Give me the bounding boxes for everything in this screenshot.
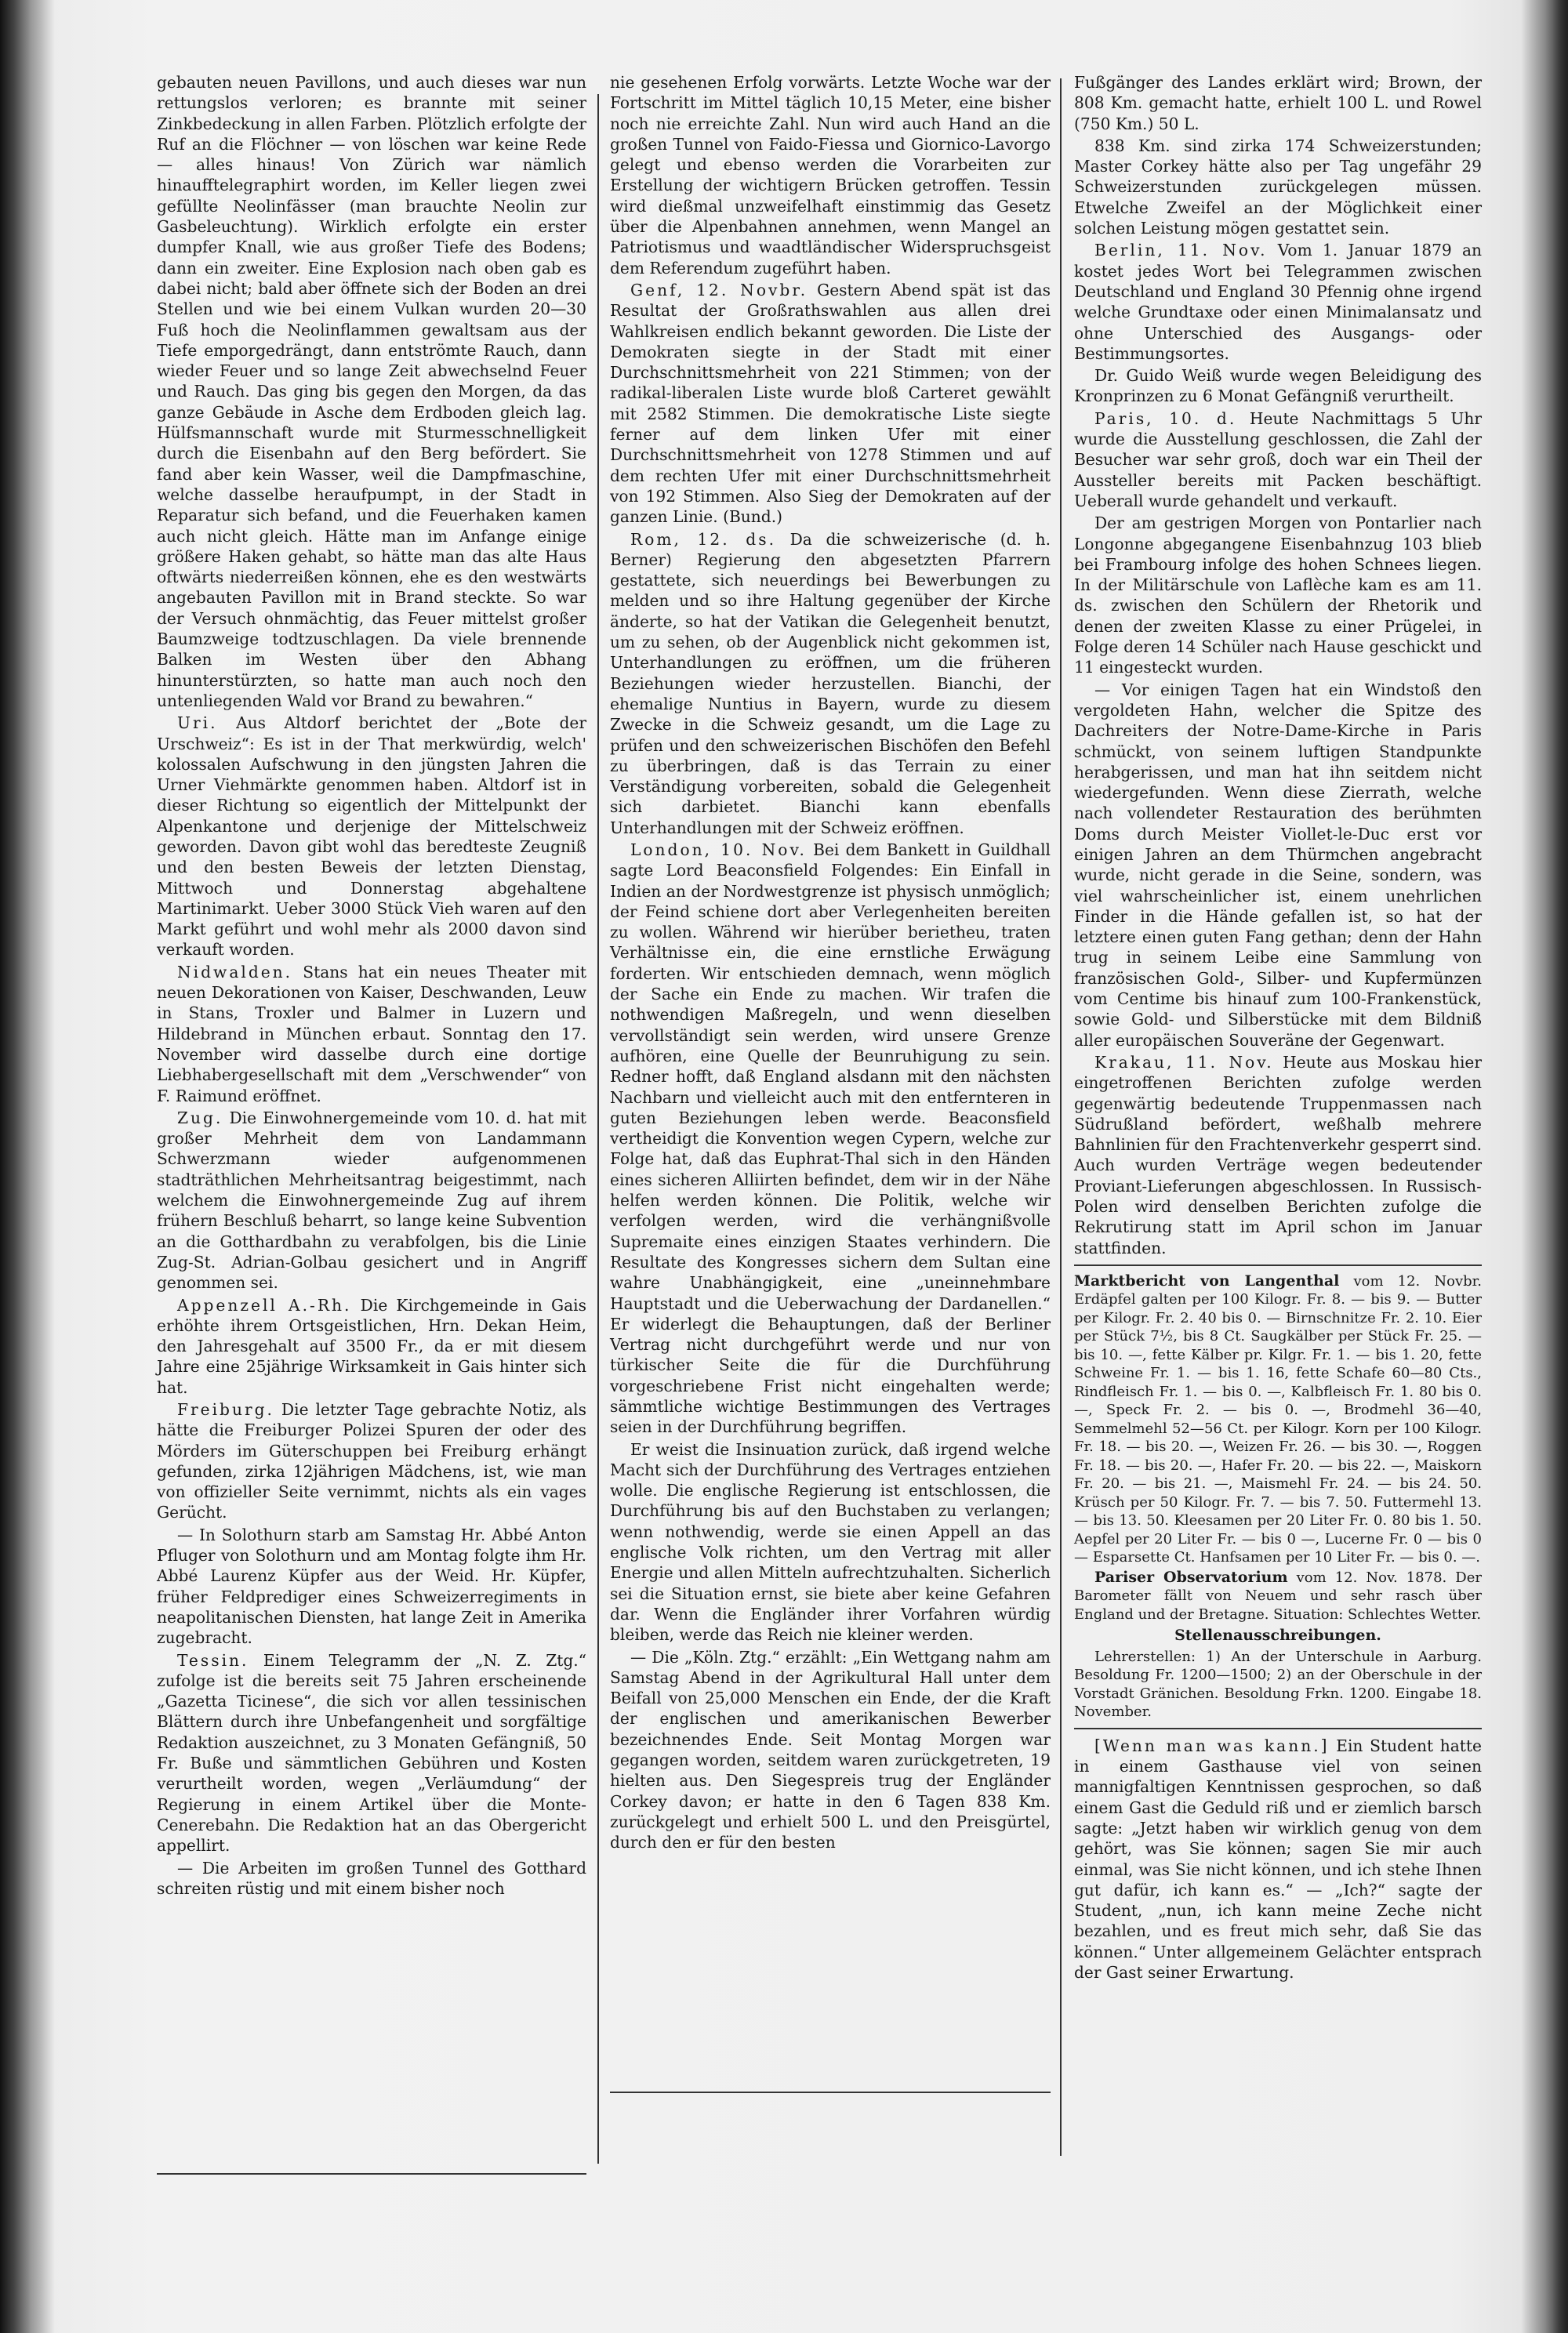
column-1-end-rule: [157, 2173, 586, 2175]
article-dateline: Appenzell A.-Rh.: [177, 1295, 352, 1315]
article-paragraph: [157, 1108, 586, 1293]
market-report-date: vom 12. Novbr.: [1353, 1272, 1482, 1290]
column-divider-1: [597, 94, 599, 2164]
page-edge-shadow: [1521, 0, 1568, 2333]
article-text: Dr. Guido Weiß wurde wegen Beleidigung des Kronprinzen zu 6 Monat Gefängniß verurtheilt.: [1074, 366, 1482, 406]
article-paragraph: [610, 840, 1051, 1438]
page-binding-shadow: [0, 0, 55, 2333]
article-dateline: Paris, 10. d.: [1094, 408, 1237, 428]
column-divider-2: [1060, 78, 1062, 2156]
section-separator: [1074, 1264, 1482, 1266]
article-dateline: Rom, 12. ds.: [630, 529, 776, 549]
anecdote-text: Ein Student hatte in einem Gasthause viel von seinen mannigfaltigen Kenntnissen gesprochen, so daß einem Gast die Geduld riß und er ziemlich barsch sagte: „Jetzt haben wir wirklich genug von dem gehört, was Sie können; sagen Sie mir auch einmal, was Sie nicht können, und ich stehe Ihnen gut dafür, ich kann es.“ — „Ich?“ sagte der Student, „nun, ich kann meine Zeche nicht bezahlen, und es freut mich sehr, daß Sie das können.“ Unter allgemeinem Gelächter entsprach der Gast seiner Erwartung.: [1074, 1736, 1482, 1982]
article-paragraph: [1074, 680, 1482, 1050]
observatory-title: Pariser Observatorium: [1094, 1568, 1288, 1586]
article-paragraph: [157, 1399, 586, 1523]
article-text: Da die schweizerische (d. h. Berner) Regierung den abgesetzten Pfarrern gestattete, sich neuerdings bei Bewerbungen zu melden und so ihre Haltung gegenüber der Kirche änderte, so hat der Vatikan die Gelegenheit benutzt, um zu sehen, ob der Augenblick nicht gekommen ist, Unterhandlungen zu eröffnen, um die früheren Beziehungen wieder herzustellen. Bianchi, der ehemalige Nuntius in Bayern, wurde zu diesem Zwecke in die Schweiz gesandt, um die Lage zu prüfen und den schweizerischen Bischöfen den Befehl zu überbringen, daß is das Terrain zu einer Verständigung vorbereiten, sobald die Gelegenheit sich darbietet. Bianchi kann ebenfalls Unterhandlungen mit der Schweiz eröffnen.: [610, 529, 1051, 837]
jobs-title: Stellenausschreibungen.: [1174, 1627, 1381, 1645]
observatory-report: [1074, 1569, 1482, 1624]
market-report-text: Erdäpfel galten per 100 Kilogr. Fr. 8. — bis 9. — Butter per Kilogr. Fr. 2. 40 bis 0. — Birnschnitze Fr. 2. 10. Eier per Stück 7½, bis 8 Ct. Saugkälber per Stück Fr. 25. — bis 10. —, fette Kälber pr. Kilgr. Fr. 1. — bis 1. 20, fette Schweine Fr. 1. — bis 1. 16, fette Schafe 60—80 Cts., Rindfleisch Fr. 1. — bis 0. —, Kalbfleisch Fr. 1. 80 bis 0. —, Speck Fr. 2. — bis 0. —, Brodmehl 36—40, Semmelmehl 52—56 Ct. per Kilogr. Korn per 100 Kilogr. Fr. 18. — bis 20. —, Weizen Fr. 26. — bis 30. —, Roggen Fr. 18. — bis 20. —, Hafer Fr. 20. — bis 22. —, Maiskorn Fr. 20. — bis 21. —, Maismehl Fr. 24. — bis 24. 50. Krüsch per 50 Kilogr. Fr. 7. — bis 7. 50. Futtermehl 13. — bis 13. 50. Kleesamen per 20 Liter Fr. 0. 80 bis 1. 50. Aepfel per 20 Liter Fr. — bis 0 —, Lucerne Fr. 0 — bis 0 — Esparsette Ct. Hanfsamen per 10 Liter Fr. — bis 0. —.: [1074, 1291, 1482, 1566]
jobs-text: Lehrerstellen: 1) An der Unterschule in Aarburg. Besoldung Fr. 1200—1500; 2) an der Oberschule in der Vorstadt Gränichen. Besoldung Frkn. 1200. Eingabe 18. November.: [1074, 1648, 1482, 1721]
article-text: Fußgänger des Landes erklärt wird; Brown, der 808 Km. gemacht hatte, erhielt 100 L. und Rowel (750 Km.) 50 L.: [1074, 73, 1482, 133]
article-text: 838 Km. sind zirka 174 Schweizerstunden; Master Corkey hätte also per Tag ungefähr 29 Schweizerstunden zurückgelegen müssen. Etwelche Zweifel an der Möglichkeit einer solchen Leistung mögen gestattet sein.: [1074, 136, 1482, 238]
article-paragraph: [157, 72, 586, 711]
article-paragraph: [157, 1295, 586, 1398]
article-paragraph: [157, 1525, 586, 1649]
article-text: Bei dem Bankett in Guildhall sagte Lord Beaconsfield Folgendes: Ein Einfall in Indien an der Nordwestgrenze ist physisch unmöglich; der Feind schiene dort aber Verlegenheiten bereiten zu wollen. Während wir hierüber berietheu, traten Verhältnisse ein, die eine ernstliche Erwägung forderten. Wir entschieden demnach, wenn möglich der Sache ein Ende zu machen. Wir trafen die nothwendigen Maßregeln, und wenn dieselben vervollständigt sein werden, wird unsere Grenze aufhören, eine Quelle der Beunruhigung zu sein. Redner hofft, daß England alsdann mit den nächsten Nachbarn und vielleicht auch mit den entfernteren in guten Beziehungen leben werde. Beaconsfield vertheidigt die Konvention wegen Cypern, welche zur Folge hat, daß das Euphrat-Thal sich in den Händen eines sicheren Alliirten befindet, dem wir in der Nähe helfen werden können. Die Politik, welche wir verfolgen werden, wird die verhängnißvolle Supremaite eines einzigen Staates verhindern. Die Resultate des Kongresses sichern dem Sultan eine wahre Unabhängigkeit, eine „uneinnehmbare Hauptstadt und die Ueberwachung der Dardanellen.“ Er widerlegt die Behauptungen, daß der Berliner Vertrag nicht durchgeführt werde und nur von türkischer Seite die für die Durchführung vorgeschriebene Frist nicht eingehalten werde; sämmtliche wichtige Bestimmungen des Vertrages seien in der Durchführung begriffen.: [610, 840, 1051, 1437]
article-text: Einem Telegramm der „N. Z. Ztg.“ zufolge ist die bereits seit 75 Jahren erscheinende „Gazetta Ticinese“, die sich vor allen tessinischen Blättern durch ihre Unbefangenheit und sorgfältige Redaktion auszeichnet, zu 3 Monaten Gefängniß, 50 Fr. Buße und sämmtlichen Gebühren und Kosten verurtheilt worden, wegen „Verläumdung“ der Regierung in einem Artikel über die Monte-Cenerebahn. Die Redaktion hat an das Obergericht appellirt.: [157, 1650, 587, 1856]
article-text: Stans hat ein neues Theater mit neuen Dekorationen von Kaiser, Deschwanden, Leuw in Stans, Troxler und Balmer in Luzern und Hildebrand in München erbaut. Sonntag den 17. November wird dasselbe durch eine dortige Liebhabergesellschaft mit dem „Verschwender“ von F. Raimund eröffnet.: [157, 962, 587, 1105]
column-2-end-rule: [610, 2092, 1051, 2093]
column-1: [157, 72, 586, 1900]
anecdote: [1074, 1736, 1482, 1983]
article-dateline: London, 10. Nov.: [630, 840, 807, 859]
article-paragraph: [157, 713, 586, 960]
anecdote-title: [Wenn man was kann.]: [1094, 1736, 1330, 1755]
article-paragraph: [610, 1439, 1051, 1645]
article-dateline: Uri.: [177, 713, 218, 733]
section-separator: [1074, 1728, 1482, 1729]
article-text: Die letzter Tage gebrachte Notiz, als hätte die Freiburger Polizei Spuren der oder des Mörders im Güterschuppen bei Freiburg erhängt gefunden, zirka 12jährigen Mädchens, ist, wie man von offizieller Seite vernimmt, nichts als ein vages Gerücht.: [157, 1400, 586, 1522]
article-paragraph: [1074, 513, 1482, 677]
article-paragraph: [157, 1650, 586, 1856]
article-dateline: Genf, 12. Novbr.: [630, 280, 808, 299]
article-paragraph: [610, 529, 1051, 838]
article-paragraph: [610, 1647, 1051, 1853]
market-report: [1074, 1272, 1482, 1567]
article-paragraph: [1074, 240, 1482, 364]
article-dateline: Zug.: [177, 1108, 223, 1127]
article-dateline: Krakau, 11. Nov.: [1094, 1052, 1274, 1072]
article-text: Aus Altdorf berichtet der „Bote der Urschweiz“: Es ist in der That merkwürdig, welch' kolossalen Aufschwung in den jüngsten Jahren die Urner Viehmärkte genommen haben. Altdorf ist in dieser Richtung so eigentlich der Mittelpunkt der Alpenkantone und derjenige der Mittelschweiz geworden. Davon gibt wohl das beredteste Zeugniß und den besten Beweis der letzten Dienstag, Mittwoch und Donnerstag abgehaltene Martinimarkt. Ueber 3000 Stück Vieh waren auf den Markt geführt und wohl mehr als 2000 davon sind verkauft worden.: [157, 713, 586, 960]
article-text: nie gesehenen Erfolg vorwärts. Letzte Woche war der Fortschritt im Mittel täglich 10,15 Meter, eine bisher noch nie erreichte Zahl. Nun wird auch Hand an die großen Tunnel von Faido-Fiessa und Giornico-Lavorgo gelegt und ebenso werden die Vorarbeiten zur Erstellung der wichtigern Brücken getroffen. Tessin wird dießmal unzweifelhaft einstimmig das Gesetz über die Alpenbahnen annehmen, wenn Mangel an Patriotismus und waadtländischer Widerspruchsgeist dem Referendum zugeführt haben.: [610, 73, 1051, 278]
article-text: Heute aus Moskau hier eingetroffenen Berichten zufolge werden gegenwärtig bedeutende Truppenmassen nach Südrußland befördert, weßhalb mehrere Bahnlinien für den Frachtenverkehr gesperrt sind. Auch wurden Verträge wegen bedeutender Proviant-Lieferungen abgeschlossen. In Russisch-Polen wird denselben Berichten zufolge die Rekrutirung statt im April schon im Januar stattfinden.: [1074, 1052, 1483, 1257]
article-text: Gestern Abend spät ist das Resultat der Großrathswahlen aus allen drei Wahlkreisen endlich bekannt geworden. Die Liste der Demokraten siegte in der Stadt mit einer Durchschnittsmehrheit von 221 Stimmen; von der radikal-liberalen Liste wurde bloß Carteret gewählt mit 2582 Stimmen. Die demokratische Liste siegte ferner auf dem linken Ufer mit einer Durchschnittsmehrheit von 1278 Stimmen und auf dem rechten Ufer mit einer Durchschnittsmehrheit von 192 Stimmen. Also Sieg der Demokraten auf der ganzen Linie. (Bund.): [610, 280, 1051, 527]
article-paragraph: [610, 72, 1051, 278]
article-paragraph: [610, 280, 1051, 528]
observatory-date: vom 12. Nov. 1878.: [1296, 1569, 1447, 1586]
article-paragraph: [1074, 72, 1482, 134]
article-dateline: Freiburg.: [177, 1400, 274, 1419]
article-text: Die Einwohnergemeinde vom 10. d. hat mit großer Mehrheit dem von Landammann Schwerzmann wieder aufgenommenen stadträthlichen Mehrheitsantrag beigestimmt, nach welchem die Einwohnergemeinde Zug auf ihrem frühern Beschluß beharrt, so lange keine Subvention an die Gotthardbahn zu verabfolgen, bis die Linie Zug-St. Adrian-Golbau gesichert und in Angriff genommen sei.: [157, 1108, 586, 1293]
article-text: — Die „Köln. Ztg.“ erzählt: „Ein Wettgang nahm am Samstag Abend in der Agrikultural Hall unter dem Beifall von 25,000 Menschen ein Ende, der die Kraft der englischen und amerikanischen Bewerber bezeichnendes Ende. Seit Montag Morgen war gegangen worden, seitdem waren zurückgetreten, 19 hielten aus. Den Siegespreis trug der Engländer Corkey davon; er hatte in den 6 Tagen 838 Km. zurückgelegt und erhielt 500 L. und den Preisgürtel, durch den er für den besten: [610, 1647, 1051, 1852]
column-3: [1074, 72, 1482, 1984]
article-paragraph: [1074, 1052, 1482, 1258]
article-text: — In Solothurn starb am Samstag Hr. Abbé Anton Pfluger von Solothurn und am Montag folgte ihm Hr. Abbé Laurenz Küpfer aus der Weid. Hr. Küpfer, früher Feldprediger eines Schweizerregiments in neapolitanischen Diensten, hat lange Zeit in Amerika zugebracht.: [157, 1525, 586, 1648]
observatory-text: Der Barometer fällt von Neuem und sehr rasch über England und der Bretagne. Situation: Schlechtes Wetter.: [1074, 1569, 1482, 1623]
article-text: gebauten neuen Pavillons, und auch dieses war nun rettungslos verloren; es brannte mit seiner Zinkbedeckung in allen Farben. Plötzlich erfolgte der Ruf an die Flöchner — von löschen war keine Rede — alles hinaus! Von Zürich war nämlich hinaufftelegraphirt worden, im Keller liegen zwei gefüllte Neolinfässer (man brauchte Neolin zur Gasbeleuchtung). Wirklich erfolgte ein erster dumpfer Knall, wie aus großer Tiefe des Bodens; dann ein zweiter. Eine Explosion nach oben gab es dabei nicht; bald aber öffnete sich der Boden an drei Stellen und wie bei einem Vulkan wurden 20—30 Fuß hoch die Neolinflammen gewaltsam aus der Tiefe emporgedrängt, dann entströmte Rauch, dann wieder Feuer und so lange Zeit abwechselnd Feuer und Rauch. Das ging bis gegen den Morgen, da das ganze Gebäude in Asche dem Erdboden gleich lag. Hülfsmannschaft wurde mit Sturmesschnelligkeit durch die Eisenbahn auf den Berg befördert. Sie fand aber kein Wasser, weil die Dampfmaschine, welche dasselbe heraufpumpt, in der Stadt in Reparatur sich befand, und die Feuerhaken kamen auch nicht gleich. Hätte man im Anfange einige größere Haken gehabt, so hätte man das alte Haus oftwärts niederreißen können, ehe es den westwärts angebauten Pavillon mit in Brand steckte. So war der Versuch ohnmächtig, das Feuer mittelst großer Baumzweige todtzuschlagen. Da viele brennende Balken im Westen über den Abhang hinunterstürzten, so hatte man auch noch den untenliegenden Wald vor Brand zu bewahren.“: [157, 73, 586, 710]
article-text: Heute Nachmittags 5 Uhr wurde die Ausstellung geschlossen, die Zahl der Besucher war sehr groß, doch war ein Theil der Aussteller bereits mit Packen beschäftigt. Ueberall wurde gehandelt und verkauft.: [1074, 408, 1482, 510]
article-paragraph: [1074, 136, 1482, 238]
article-dateline: Berlin, 11. Nov.: [1094, 241, 1268, 260]
article-text: — Die Arbeiten im großen Tunnel des Gotthard schreiten rüstig und mit einem bisher noch: [157, 1858, 586, 1898]
market-report-title: Marktbericht von Langenthal: [1074, 1272, 1340, 1290]
article-text: Die Kirchgemeinde in Gais erhöhte ihrem Ortsgeistlichen, Hrn. Dekan Heim, den Jahresgehalt auf 3500 Fr., da er mit diesem Jahre eine 25jährige Wirksamkeit in Gais hinter sich hat.: [157, 1295, 586, 1397]
article-text: Vom 1. Januar 1879 an kostet jedes Wort bei Telegrammen zwischen Deutschland und England 30 Pfennig ohne irgend welche Grundtaxe oder einen Minimalansatz und ohne Unterschied des Ausgangs- oder Bestimmungsortes.: [1074, 241, 1482, 363]
column-2: [610, 72, 1051, 1855]
article-paragraph: [1074, 365, 1482, 407]
article-text: Der am gestrigen Morgen von Pontarlier nach Longonne abgegangene Eisenbahnzug 103 blieb bei Frambourg infolge des hohen Schnees liegen. In der Militärschule von Laflèche kam es am 11. ds. zwischen den Schülern der Rhetorik und denen der zweiten Klasse zu einer Prügelei, in Folge deren 14 Schüler nach Hause geschickt und 11 eingesteckt wurden.: [1074, 513, 1482, 677]
article-dateline: Tessin.: [177, 1650, 249, 1670]
article-paragraph: [157, 1858, 586, 1899]
article-text: Er weist die Insinuation zurück, daß irgend welche Macht sich der Durchführung des Vertrages entziehen wolle. Die englische Regierung ist entschlossen, die Durchführung bis auf den Buchstaben zu verlangen; wenn nothwendig, werde sie einen Appell an das englische Volk richten, um den Vertrag mit aller Energie und allen Mitteln aufrechtzuhalten. Sicherlich sei die Situation ernst, sie biete aber keine Gefahren dar. Wenn die Engländer ihrer Vorfahren würdig bleiben, werde das Reich nie kleiner werden.: [610, 1439, 1051, 1645]
article-paragraph: [157, 962, 586, 1106]
article-dateline: Nidwalden.: [177, 962, 293, 981]
article-paragraph: [1074, 408, 1482, 511]
article-text: — Vor einigen Tagen hat ein Windstoß den vergoldeten Hahn, welcher die Spitze des Dachreiters der Notre-Dame-Kirche in Paris schmückt, von seinem luftigen Standpunkte herabgerissen, und man hat ihn seitdem nicht wiedergefunden. Wenn diese Zierrath, welche nach vollendeter Restauration des berühmten Doms durch Meister Viollet-le-Duc erst vor einigen Jahren an dem Thürmchen angebracht wurde, nicht gerade in die Seine, sondern, was viel wahrscheinlicher ist, einem unehrlichen Finder in die Hände gefallen ist, so hat der letztere einen guten Fang gethan; denn der Hahn trug in seinem Leibe eine Sammlung von französischen Gold-, Silber- und Kupfermünzen vom Centime bis hinauf zum 100-Frankenstück, sowie Gold- und Silberstücke mit dem Bildniß aller europäischen Souveräne der Gegenwart.: [1074, 680, 1482, 1050]
